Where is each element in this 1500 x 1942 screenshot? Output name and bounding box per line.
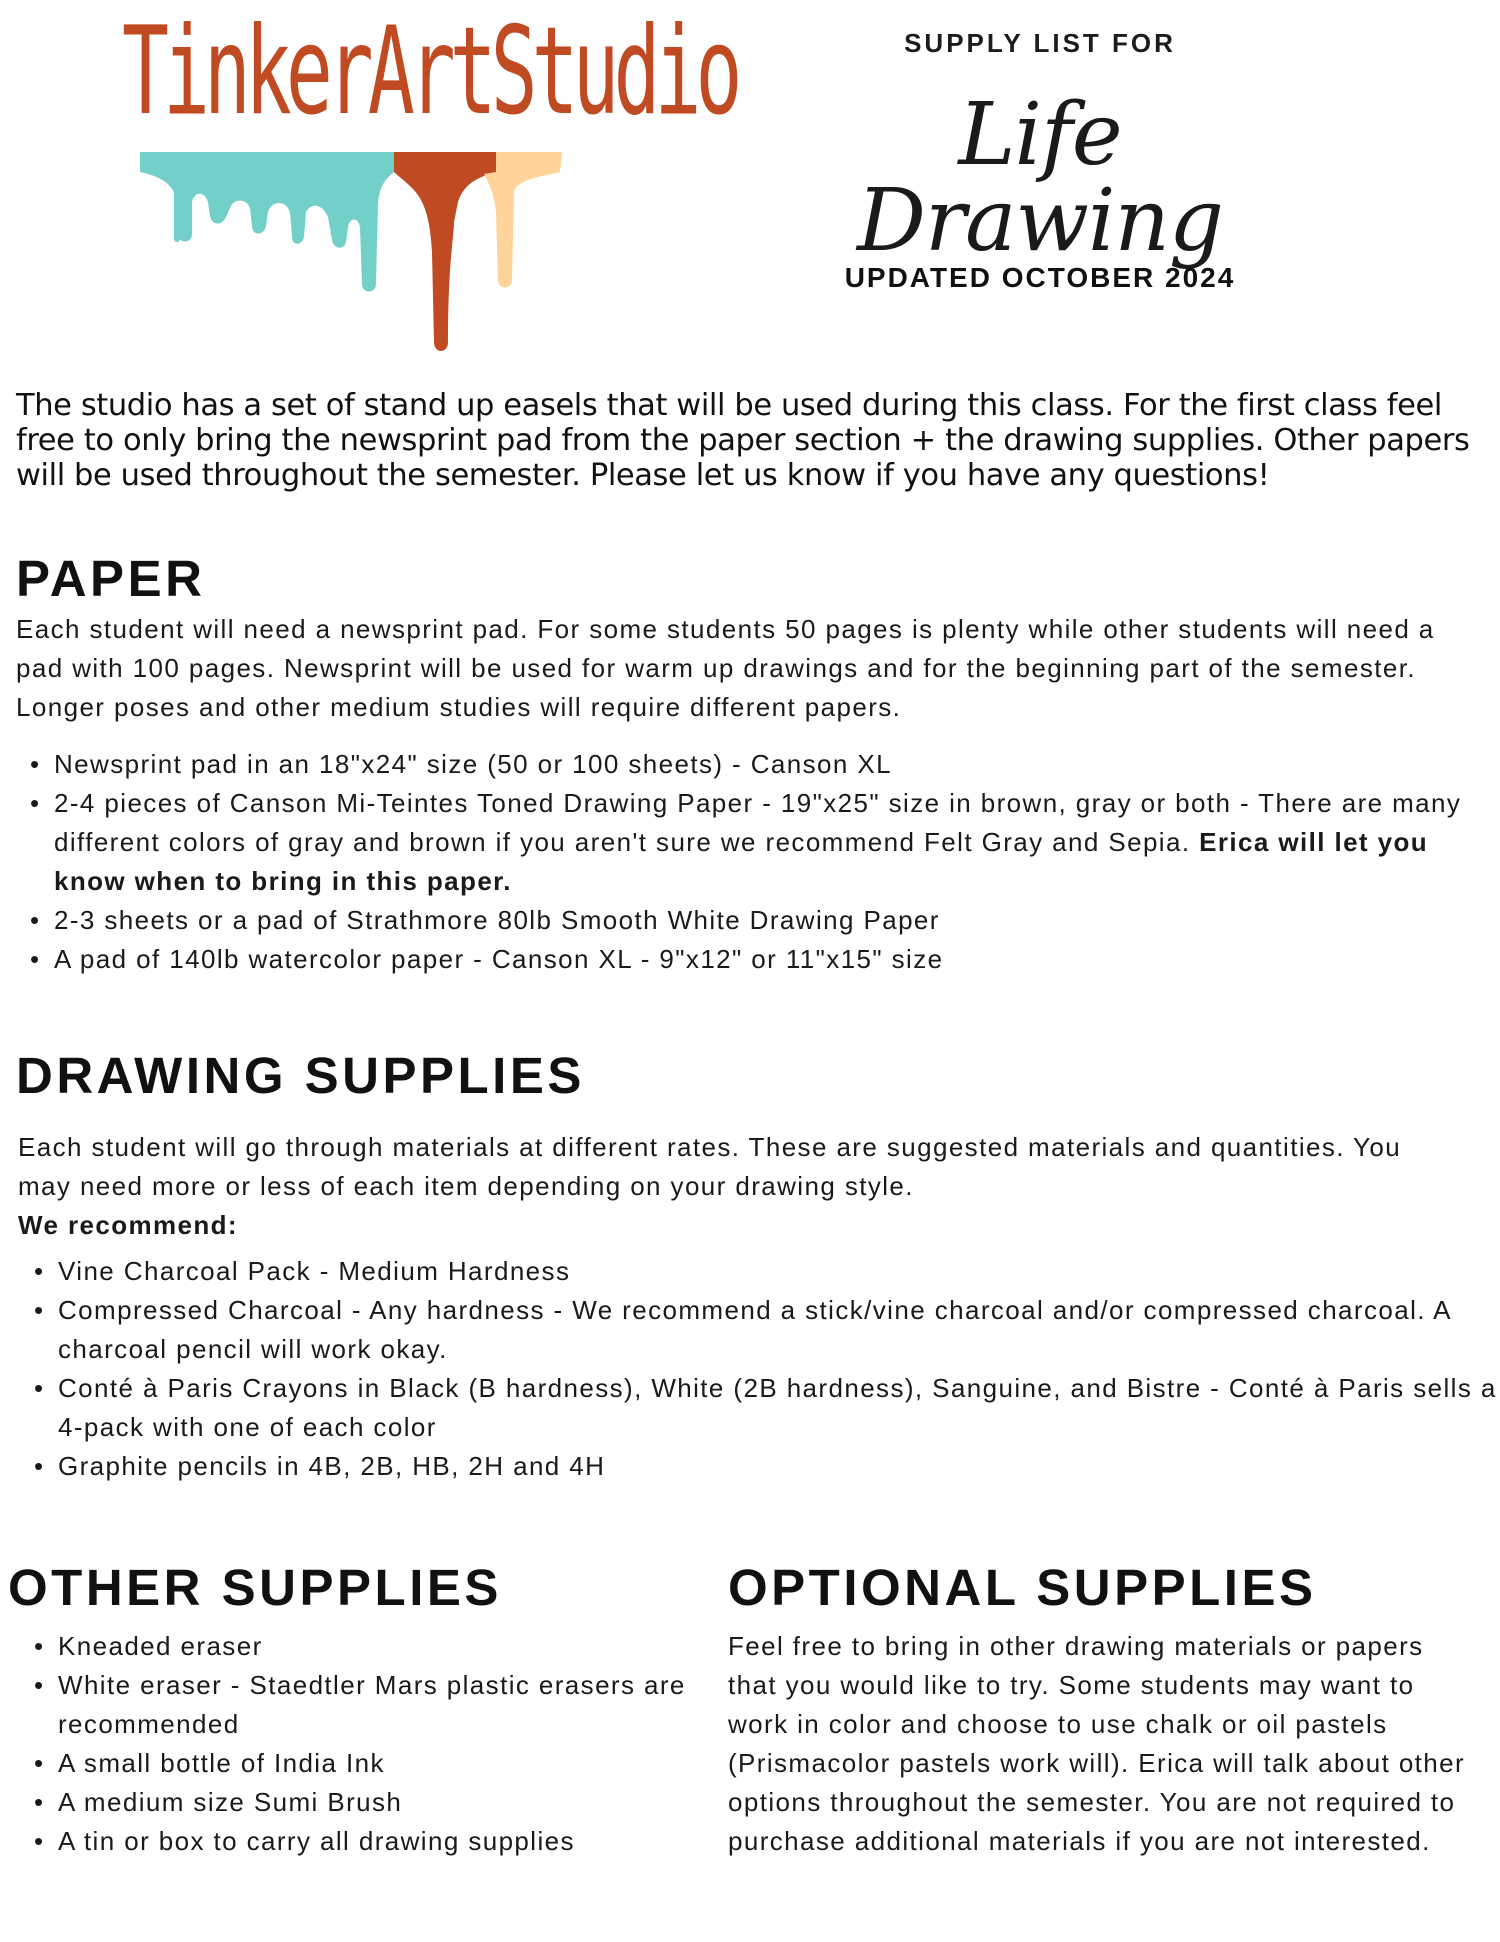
list-item	[54, 901, 1494, 940]
list-item-text: 2-4 pieces of Canson Mi-Teintes Toned Drawing Paper - 19"x25" size in brown, gray or both - There are many different colors of gray and brown if you aren't sure we recommend Felt Gray and Sepia.	[54, 788, 1462, 857]
studio-logo	[122, 2, 737, 352]
other-list	[20, 1627, 758, 1861]
list-item	[54, 745, 1494, 784]
supply-list-label: SUPPLY LIST FOR	[904, 28, 1176, 58]
intro-paragraph: The studio has a set of stand up easels that will be used during this class. For the first class feel free to only bring the newsprint pad from the paper section + the drawing supplies. Other papers will be used throughout the semester. Please let us know if you have any questions!	[16, 388, 1470, 493]
list-item	[54, 940, 1494, 979]
teal-drip-end	[174, 190, 180, 242]
list-item: • Conté à Paris Crayons in Black (B hardness), White (2B hardness), Sanguine, and Bistre - Conté à Paris sells a 4-pack with one of each color	[58, 1369, 1500, 1447]
paper-description: Each student will need a newsprint pad. For some students 50 pages is plenty while other students will need a pad with 100 pages. Newsprint will be used for warm up drawings and for the beginning part of the semester. Longer poses and other medium studies will require different papers.	[16, 614, 1435, 722]
drawing-description: Each student will go through materials at different rates. These are suggested materials and quantities. You may need more or less of each item depending on your drawing style.	[18, 1132, 1402, 1201]
list-item-text: Newsprint pad in an 18"x24" size (50 or 100 sheets) - Canson XL	[54, 749, 892, 779]
list-item: • A medium size Sumi Brush	[58, 1783, 758, 1822]
list-item: • Graphite pencils in 4B, 2B, HB, 2H and 4H	[58, 1447, 1500, 1486]
updated-date: UPDATED OCTOBER 2024	[844, 262, 1236, 293]
recommend-label: We recommend:	[18, 1210, 238, 1240]
list-item: • White eraser - Staedtler Mars plastic erasers are recommended	[58, 1666, 758, 1744]
drawing-supplies-heading: DRAWING SUPPLIES	[16, 1047, 585, 1104]
list-item: • A tin or box to carry all drawing supplies	[58, 1822, 758, 1861]
optional-description: Feel free to bring in other drawing materials or papers that you would like to try. Some students may want to work in color and choose to use chalk or oil pastels (Prismacolor pastels work will). Erica will talk about other options throughout the semester. You are not required to purchase additional materials if you are not interested.	[728, 1631, 1466, 1856]
logo-wordmark: TinkerArtStudio	[122, 2, 737, 143]
list-item: • Kneaded eraser	[58, 1627, 758, 1666]
rust-drip	[394, 152, 496, 351]
list-item-bold-note: Erica will let you know when to bring in this paper.	[54, 827, 1429, 896]
paper-heading: PAPER	[16, 550, 206, 607]
list-item	[54, 784, 1494, 901]
optional-supplies-heading: OPTIONAL SUPPLIES	[728, 1559, 1317, 1616]
list-item: • Compressed Charcoal - Any hardness - We recommend a stick/vine charcoal and/or compressed charcoal. A charcoal pencil will work okay.	[58, 1291, 1500, 1369]
list-item-text: 2-3 sheets or a pad of Strathmore 80lb Smooth White Drawing Paper	[54, 905, 940, 935]
peach-drip	[484, 152, 562, 288]
other-supplies-heading: OTHER SUPPLIES	[8, 1559, 502, 1616]
class-title: Life Drawing	[857, 85, 1223, 271]
paper-list	[16, 745, 1494, 979]
list-item: • Vine Charcoal Pack - Medium Hardness	[58, 1252, 1500, 1291]
list-item: • A small bottle of India Ink	[58, 1744, 758, 1783]
drawing-list	[20, 1252, 1500, 1486]
list-item-text: A pad of 140lb watercolor paper - Canson XL - 9"x12" or 11"x15" size	[54, 944, 944, 974]
